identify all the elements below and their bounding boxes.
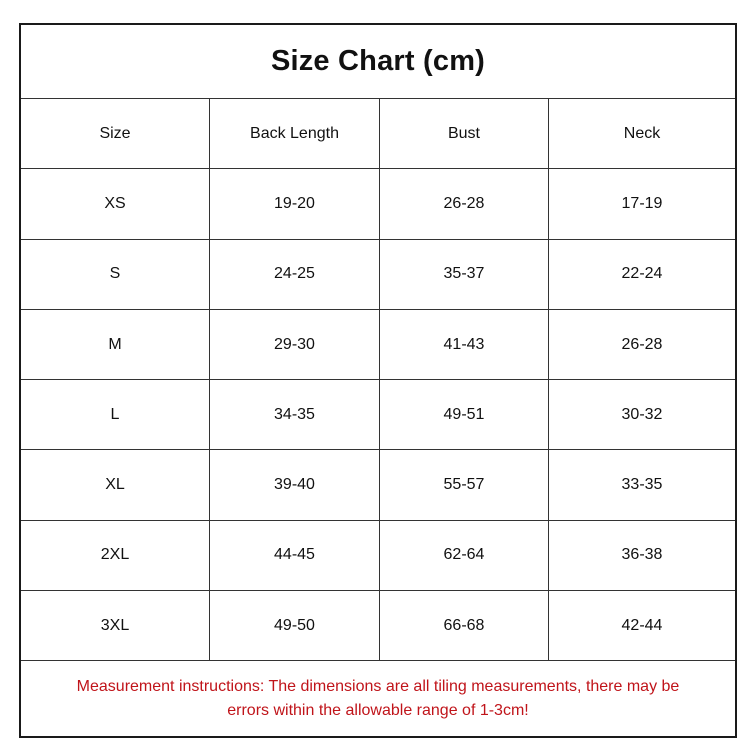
chart-title: Size Chart (cm) <box>21 25 735 99</box>
table-cell-neck: 26-28 <box>549 310 735 380</box>
table-cell-bust: 66-68 <box>380 591 549 661</box>
table-cell-neck: 42-44 <box>549 591 735 661</box>
table-cell-size: 2XL <box>21 521 210 591</box>
table-cell-back-length: 19-20 <box>210 169 380 239</box>
table-cell-bust: 35-37 <box>380 240 549 310</box>
table-cell-size: XL <box>21 450 210 520</box>
note-line-1: Measurement instructions: The dimensions are all tiling measurements, there may be <box>76 677 680 695</box>
table-cell-back-length: 39-40 <box>210 450 380 520</box>
table-cell-back-length: 49-50 <box>210 591 380 661</box>
table-cell-back-length: 24-25 <box>210 240 380 310</box>
table-cell-back-length: 29-30 <box>210 310 380 380</box>
measurement-instructions <box>21 661 735 736</box>
header-bust: Bust <box>380 99 549 169</box>
size-chart-table <box>19 23 737 738</box>
header-neck: Neck <box>549 99 735 169</box>
table-cell-bust: 26-28 <box>380 169 549 239</box>
table-cell-bust: 55-57 <box>380 450 549 520</box>
table-cell-neck: 30-32 <box>549 380 735 450</box>
table-cell-neck: 17-19 <box>549 169 735 239</box>
table-cell-neck: 33-35 <box>549 450 735 520</box>
table-cell-bust: 49-51 <box>380 380 549 450</box>
table-cell-size: S <box>21 240 210 310</box>
header-size: Size <box>21 99 210 169</box>
table-cell-size: 3XL <box>21 591 210 661</box>
table-cell-neck: 22-24 <box>549 240 735 310</box>
table-cell-neck: 36-38 <box>549 521 735 591</box>
note-line-2: errors within the allowable range of 1-3cm! <box>227 701 529 719</box>
table-cell-back-length: 44-45 <box>210 521 380 591</box>
header-back-length: Back Length <box>210 99 380 169</box>
table-cell-size: M <box>21 310 210 380</box>
table-cell-bust: 62-64 <box>380 521 549 591</box>
table-cell-size: L <box>21 380 210 450</box>
table-cell-bust: 41-43 <box>380 310 549 380</box>
table-cell-back-length: 34-35 <box>210 380 380 450</box>
table-cell-size: XS <box>21 169 210 239</box>
